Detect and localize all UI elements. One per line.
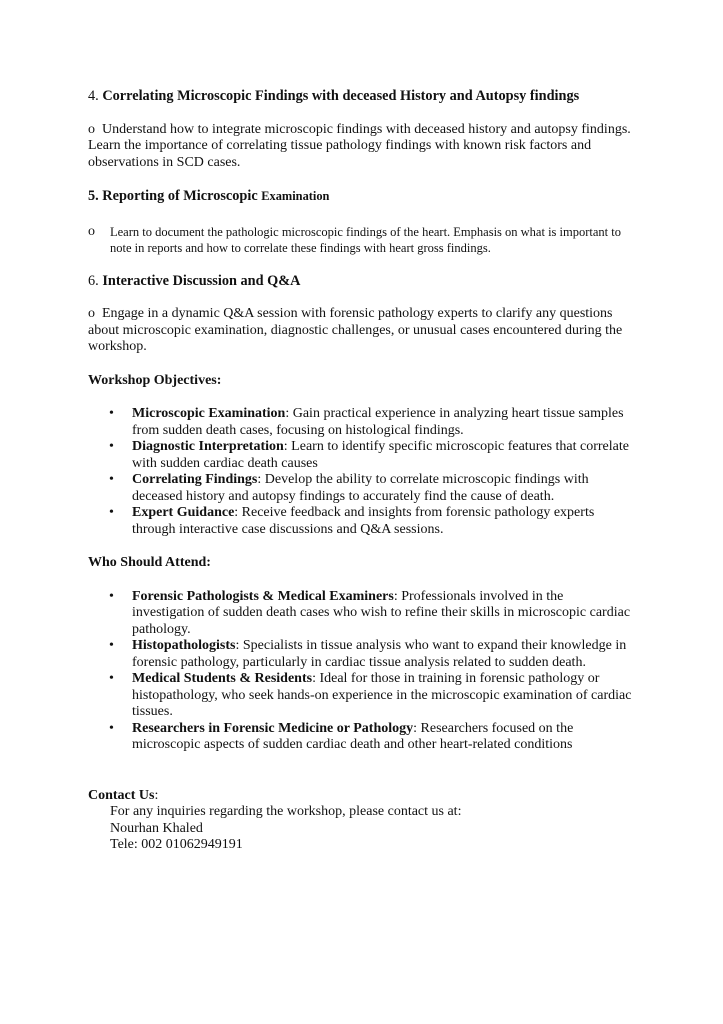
section-6-number: 6.	[88, 272, 99, 289]
section-5-title-small: Examination	[261, 189, 330, 203]
section-4-heading	[88, 88, 638, 105]
list-item-desc: : Gain practical experience in analyzing heart tissue samples from sudden death cases, focusing on histological findings.	[132, 406, 624, 438]
list-item	[88, 638, 638, 671]
section-6-text: Engage in a dynamic Q&A session with forensic pathology experts to clarify any questions about microscopic examination, diagnostic challenges, or unusual cases encountered during the workshop.	[88, 306, 623, 354]
section-4-text: Understand how to integrate microscopic findings with deceased history and autopsy findings. Learn the importance of correlating tissue pathology findings with known risk factors and observations in SCD cases.	[88, 121, 631, 170]
section-5-heading	[88, 188, 638, 205]
circle-bullet-icon: o	[88, 121, 95, 137]
list-item	[88, 589, 638, 639]
section-6-paragraph	[88, 306, 638, 356]
circle-bullet-icon: o	[88, 223, 95, 239]
list-item-desc: : Professionals involved in the investigation of sudden death cases who wish to refine their skills in microscopic cardiac pathology.	[132, 588, 631, 637]
contact-colon: :	[154, 787, 159, 803]
list-item-desc: : Learn to identify specific microscopic features that correlate with sudden cardiac death causes	[132, 439, 629, 471]
section-6-heading	[88, 273, 638, 290]
contact-heading	[88, 788, 638, 805]
section-5-paragraph	[88, 224, 638, 256]
circle-bullet-icon: o	[88, 306, 95, 321]
section-5-title-main: 5. Reporting of Microscopic	[88, 188, 258, 204]
contact-title: Contact Us	[88, 787, 155, 803]
section-4-title: Correlating Microscopic Findings with deceased History and Autopsy findings	[102, 88, 580, 104]
section-4-number: 4.	[88, 88, 99, 104]
contact-details	[88, 804, 638, 854]
list-item-term: Correlating Findings	[132, 472, 258, 487]
objectives-heading: Workshop Objectives:	[88, 372, 222, 388]
list-item-desc: : Specialists in tissue analysis who want to expand their knowledge in forensic pathology, particularly in cardiac tissue analysis related to sudden death.	[132, 638, 627, 670]
section-6-title: Interactive Discussion and Q&A	[102, 272, 301, 289]
list-item	[88, 406, 638, 439]
document-content	[88, 88, 638, 854]
list-item	[88, 472, 638, 505]
contact-name: Nourhan Khaled	[110, 820, 203, 836]
list-item-term: Microscopic Examination	[132, 406, 286, 421]
list-item-term: Researchers in Forensic Medicine or Pathology	[132, 720, 414, 736]
list-item-desc: : Receive feedback and insights from forensic pathology experts through interactive case discussions and Q&A sessions.	[132, 505, 595, 537]
list-item-desc: : Researchers focused on the microscopic aspects of sudden cardiac death and other heart-related conditions	[132, 720, 574, 752]
list-item-term: Expert Guidance	[132, 505, 235, 520]
objectives-list	[88, 406, 638, 538]
list-item-term: Forensic Pathologists & Medical Examiners	[132, 588, 394, 604]
section-5-text: Learn to document the pathologic microscopic findings of the heart. Emphasis on what is important to note in reports and how to correlate these findings with heart gross findings.	[110, 224, 621, 255]
contact-intro: For any inquiries regarding the workshop, please contact us at:	[110, 804, 462, 819]
list-item-term: Histopathologists	[132, 638, 236, 653]
contact-phone: Tele: 002 01062949191	[110, 837, 243, 852]
list-item-term: Medical Students & Residents	[132, 671, 313, 686]
attend-heading: Who Should Attend:	[88, 555, 211, 570]
list-item	[88, 439, 638, 472]
list-item-desc: : Develop the ability to correlate microscopic findings with deceased history and autopsy findings to accurately find the cause of death.	[132, 472, 589, 504]
list-item-term: Diagnostic Interpretation	[132, 439, 284, 454]
list-item	[88, 721, 638, 754]
list-item	[88, 671, 638, 721]
section-4-paragraph	[88, 122, 638, 172]
list-item	[88, 505, 638, 538]
list-item-desc: : Ideal for those in training in forensic pathology or histopathology, who seek hands-on experience in the microscopic examination of cardiac tissues.	[132, 671, 632, 719]
attend-list	[88, 589, 638, 754]
